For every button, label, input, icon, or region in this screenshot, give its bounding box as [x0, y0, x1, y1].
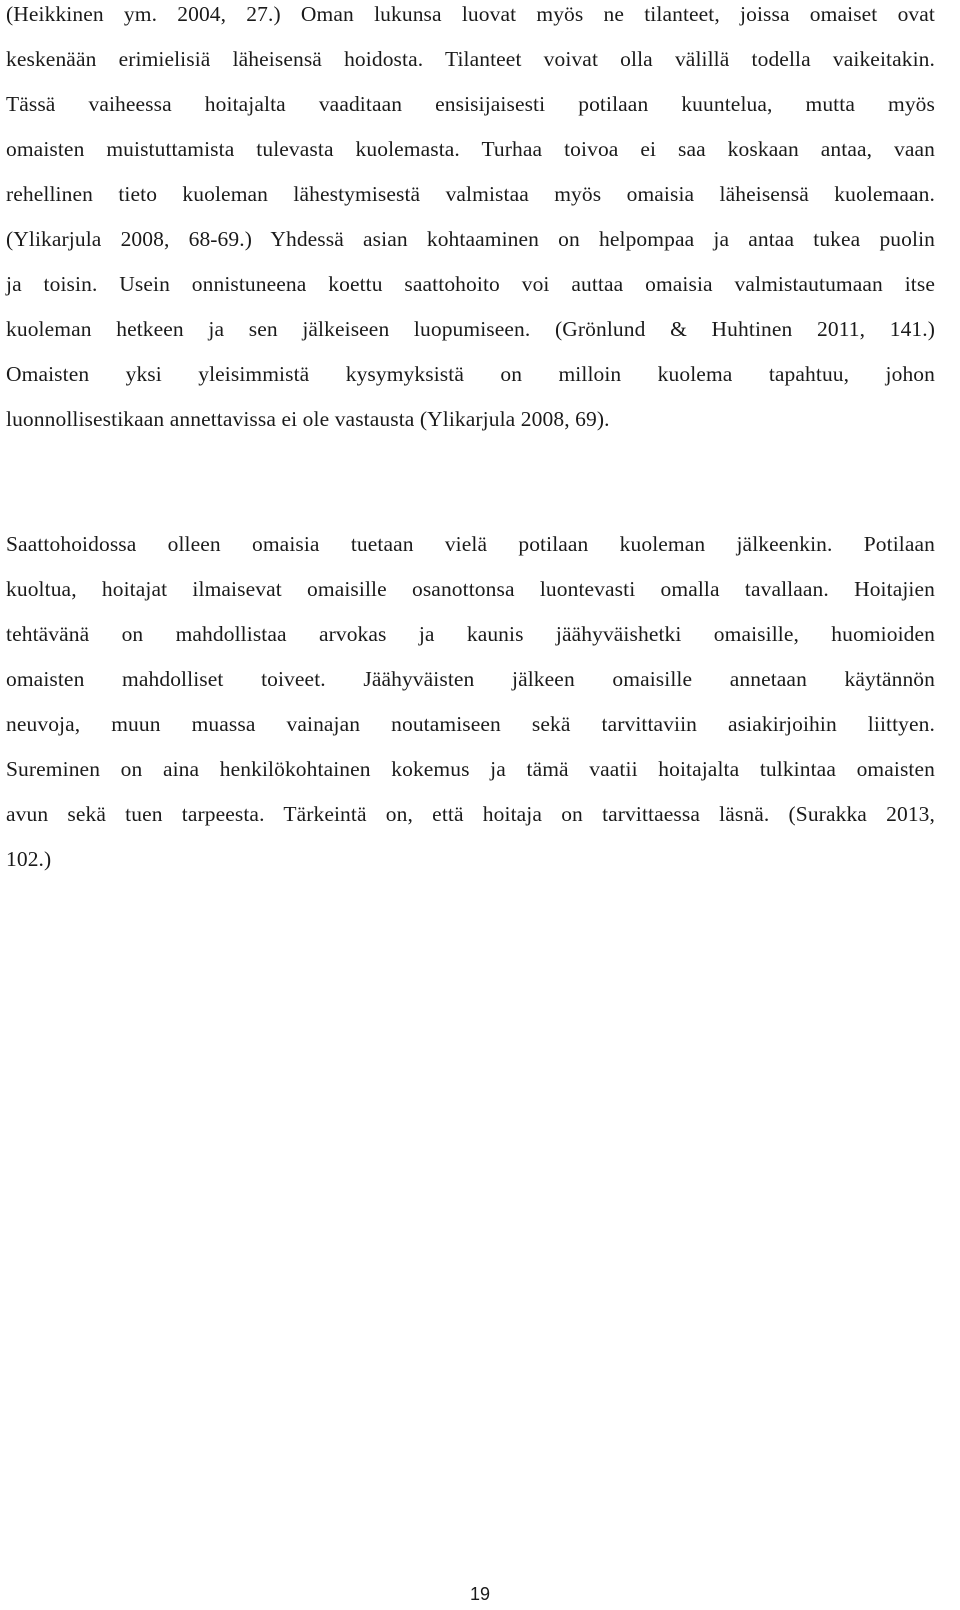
text-line: neuvoja, muun muassa vainajan noutamiseen sekä tarvittaviin asiakirjoihin liittyen.	[6, 712, 935, 736]
text-line: avun sekä tuen tarpeesta. Tärkeintä on, että hoitaja on tarvittaessa läsnä. (Surakka 2013,	[6, 802, 935, 826]
text-line: tehtävänä on mahdollistaa arvokas ja kaunis jäähyväishetki omaisille, huomioiden	[6, 622, 935, 646]
text-line: ja toisin. Usein onnistuneena koettu saattohoito voi auttaa omaisia valmistautumaan itse	[6, 272, 935, 296]
text-line: 102.)	[6, 847, 52, 871]
text-line: Saattohoidossa olleen omaisia tuetaan vielä potilaan kuoleman jälkeenkin. Potilaan	[6, 532, 935, 556]
text-line: omaisten muistuttamista tulevasta kuolemasta. Turhaa toivoa ei saa koskaan antaa, vaan	[6, 137, 935, 161]
page-number: 19	[469, 1584, 491, 1604]
text-line: kuoltua, hoitajat ilmaisevat omaisille osanottonsa luontevasti omalla tavallaan. Hoitajien	[6, 577, 935, 601]
text-line: keskenään erimielisiä läheisensä hoidosta. Tilanteet voivat olla välillä todella vaikeitakin.	[6, 47, 935, 71]
text-line: luonnollisestikaan annettavissa ei ole vastausta (Ylikarjula 2008, 69).	[6, 407, 610, 431]
text-line: omaisten mahdolliset toiveet. Jäähyväisten jälkeen omaisille annetaan käytännön	[6, 667, 935, 691]
text-line: (Heikkinen ym. 2004, 27.) Oman lukunsa luovat myös ne tilanteet, joissa omaiset ovat	[6, 2, 935, 26]
text-line: rehellinen tieto kuoleman lähestymisestä valmistaa myös omaisia läheisensä kuolemaan.	[6, 182, 935, 206]
text-line: Omaisten yksi yleisimmistä kysymyksistä on milloin kuolema tapahtuu, johon	[6, 362, 935, 386]
text-line: Sureminen on aina henkilökohtainen kokemus ja tämä vaatii hoitajalta tulkintaa omaisten	[6, 757, 935, 781]
text-line: Tässä vaiheessa hoitajalta vaaditaan ensisijaisesti potilaan kuuntelua, mutta myös	[6, 92, 935, 116]
text-line: (Ylikarjula 2008, 68-69.) Yhdessä asian kohtaaminen on helpompaa ja antaa tukea puolin	[6, 227, 935, 251]
text-line: kuoleman hetkeen ja sen jälkeiseen luopumiseen. (Grönlund & Huhtinen 2011, 141.)	[6, 317, 935, 341]
